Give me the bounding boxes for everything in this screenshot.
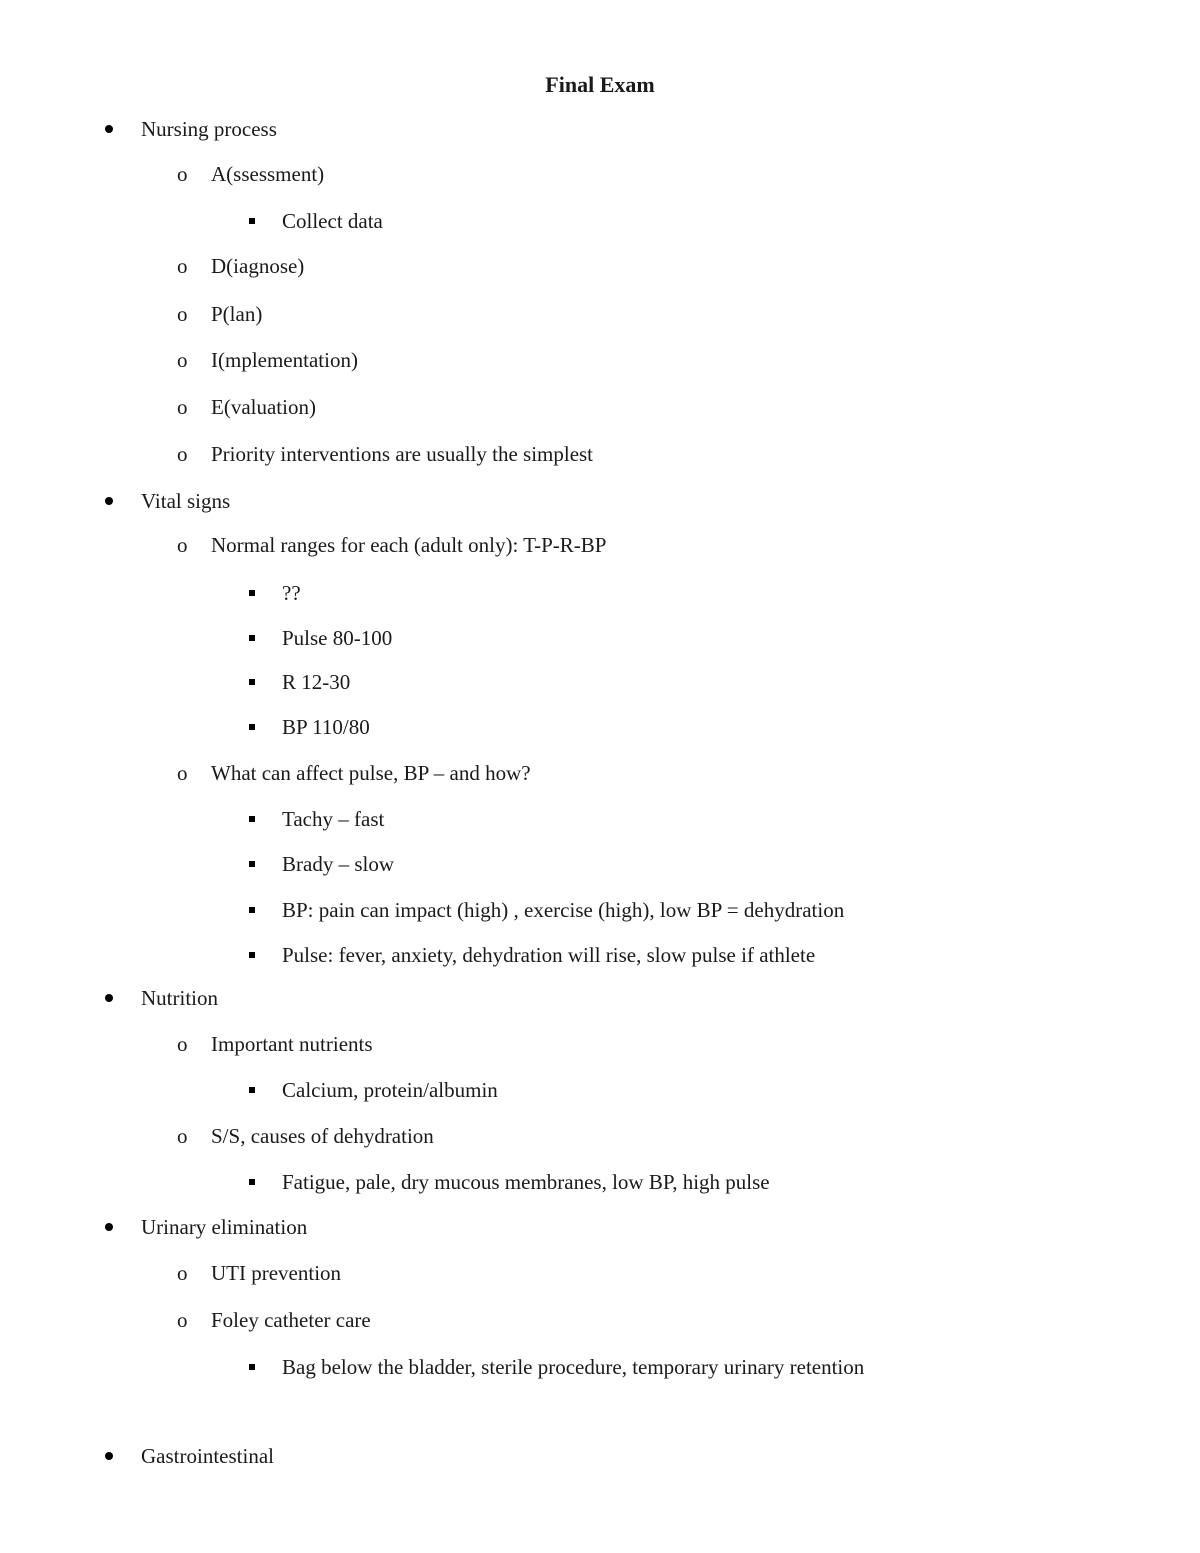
outline-item-text: R 12-30 [282,670,351,694]
outline-item-text: Priority interventions are usually the simplest [211,442,594,466]
circle-bullet-icon: o [177,442,188,466]
round-bullet-icon [105,1223,113,1231]
square-bullet-icon [249,635,255,641]
outline-item-text: Nutrition [141,986,218,1010]
square-bullet-icon [249,907,255,913]
circle-bullet-icon: o [177,761,188,785]
circle-bullet-icon: o [177,1261,188,1285]
circle-bullet-icon: o [177,348,188,372]
square-bullet-icon [249,952,255,958]
outline-item-text: Brady – slow [282,852,394,876]
outline-item-text: D(iagnose) [211,254,305,278]
round-bullet-icon [105,497,113,505]
square-bullet-icon [249,1087,255,1093]
circle-bullet-icon: o [177,395,188,419]
outline-item-text: Important nutrients [211,1032,373,1056]
square-bullet-icon [249,590,255,596]
outline-item-text: Urinary elimination [141,1215,308,1239]
outline-item-text: Tachy – fast [282,807,385,831]
outline-item-text: Pulse: fever, anxiety, dehydration will rise, slow pulse if athlete [282,943,816,967]
outline-item-text: E(valuation) [211,395,316,419]
square-bullet-icon [249,816,255,822]
circle-bullet-icon: o [177,254,188,278]
circle-bullet-icon: o [177,302,188,326]
outline-item-text: Fatigue, pale, dry mucous membranes, low BP, high pulse [282,1170,770,1194]
outline-item-text: ?? [282,581,301,605]
outline-item-text: What can affect pulse, BP – and how? [211,761,531,785]
outline-item-text: Nursing process [141,117,277,141]
round-bullet-icon [105,994,113,1002]
outline-item-text: S/S, causes of dehydration [211,1124,434,1148]
square-bullet-icon [249,724,255,730]
circle-bullet-icon: o [177,1124,188,1148]
outline-item-text: A(ssessment) [211,162,325,186]
outline-item-text: Bag below the bladder, sterile procedure, temporary urinary retention [282,1355,865,1379]
square-bullet-icon [249,861,255,867]
page-title: Final Exam [545,72,655,97]
square-bullet-icon [249,679,255,685]
circle-bullet-icon: o [177,1308,188,1332]
circle-bullet-icon: o [177,1032,188,1056]
square-bullet-icon [249,218,255,224]
outline-item-text: I(mplementation) [211,348,358,372]
round-bullet-icon [105,125,113,133]
outline-item-text: Foley catheter care [211,1308,371,1332]
round-bullet-icon [105,1452,113,1460]
outline-item-text: BP 110/80 [282,715,370,739]
outline-item-text: Vital signs [141,489,231,513]
outline-item-text: Normal ranges for each (adult only): T-P-R-BP [211,533,607,557]
outline-item-text: Collect data [282,209,383,233]
outline-item-text: Pulse 80-100 [282,626,393,650]
square-bullet-icon [249,1364,255,1370]
outline-item-text: P(lan) [211,302,263,326]
square-bullet-icon [249,1179,255,1185]
circle-bullet-icon: o [177,162,188,186]
outline-item-text: BP: pain can impact (high) , exercise (high), low BP = dehydration [282,898,845,922]
outline-item-text: Gastrointestinal [141,1444,274,1468]
circle-bullet-icon: o [177,533,188,557]
outline-item-text: Calcium, protein/albumin [282,1078,498,1102]
outline-item-text: UTI prevention [211,1261,342,1285]
